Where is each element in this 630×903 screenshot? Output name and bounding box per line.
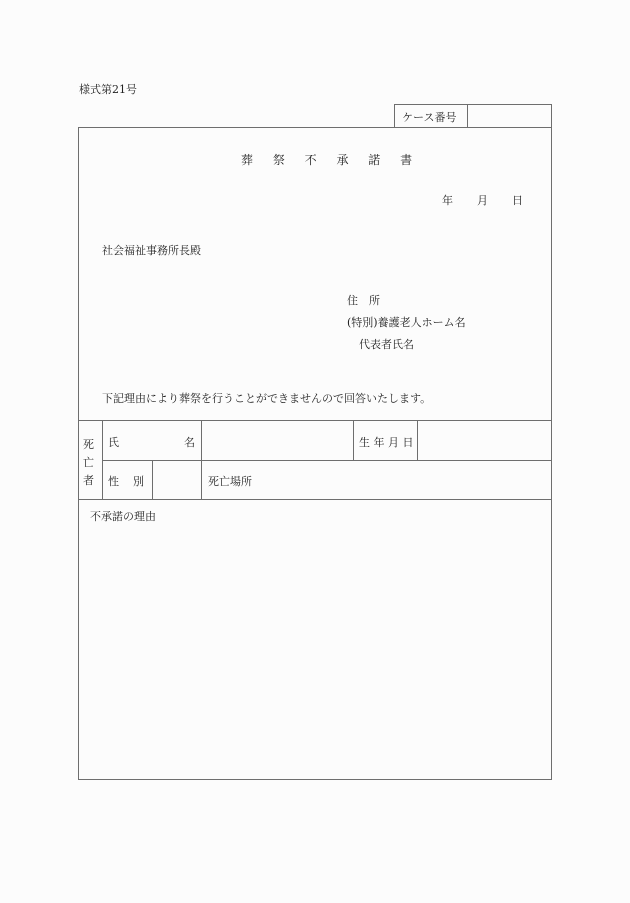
reason-field[interactable] — [82, 528, 548, 776]
birthdate-label: 生 年 月 日 — [359, 436, 414, 449]
name-label-b: 名 — [184, 436, 195, 449]
deceased-col3 — [201, 420, 202, 500]
sex-field[interactable] — [155, 463, 199, 497]
case-box-divider — [467, 104, 468, 128]
date-month: 月 — [477, 194, 488, 207]
deceased-col5 — [417, 420, 418, 460]
deceased-section-label-3: 者 — [83, 474, 94, 487]
frame-right — [551, 104, 552, 780]
frame-bottom — [78, 779, 552, 780]
deceased-col2 — [152, 460, 153, 500]
birthdate-field[interactable] — [420, 423, 549, 458]
form-number: 様式第21号 — [79, 83, 137, 96]
deceased-col1 — [102, 420, 103, 500]
date-day: 日 — [512, 194, 523, 207]
name-field[interactable] — [204, 423, 351, 458]
place-of-death-label: 死亡場所 — [208, 475, 252, 488]
document-title: 葬 祭 不 承 諾 書 — [241, 153, 421, 167]
deceased-table-top — [78, 420, 552, 421]
frame-top — [78, 127, 552, 128]
statement-text: 下記理由により葬祭を行うことができませんので回答いたします。 — [102, 392, 432, 405]
case-box-top-border — [394, 104, 552, 105]
addressee: 社会福祉事務所長殿 — [102, 244, 201, 257]
deceased-section-label-1: 死 — [83, 438, 94, 451]
name-label-a: 氏 — [108, 436, 119, 449]
place-of-death-field[interactable] — [260, 463, 549, 497]
deceased-table-bottom — [78, 499, 552, 500]
address-label: 住 所 — [347, 294, 380, 307]
frame-left — [78, 127, 79, 780]
date-year: 年 — [442, 194, 453, 207]
case-number-field[interactable] — [470, 106, 549, 126]
deceased-section-label-2: 亡 — [83, 456, 94, 469]
facility-name-label: (特別)養護老人ホーム名 — [347, 316, 466, 329]
sex-label-a: 性 — [108, 475, 119, 488]
deceased-table-mid — [102, 460, 552, 461]
case-number-label: ケース番号 — [402, 111, 457, 124]
representative-name-label: 代表者氏名 — [359, 338, 414, 351]
sex-label-b: 別 — [133, 475, 144, 488]
deceased-col4 — [353, 420, 354, 460]
case-box-left-border — [394, 104, 395, 128]
reason-label: 不承諾の理由 — [90, 510, 156, 523]
